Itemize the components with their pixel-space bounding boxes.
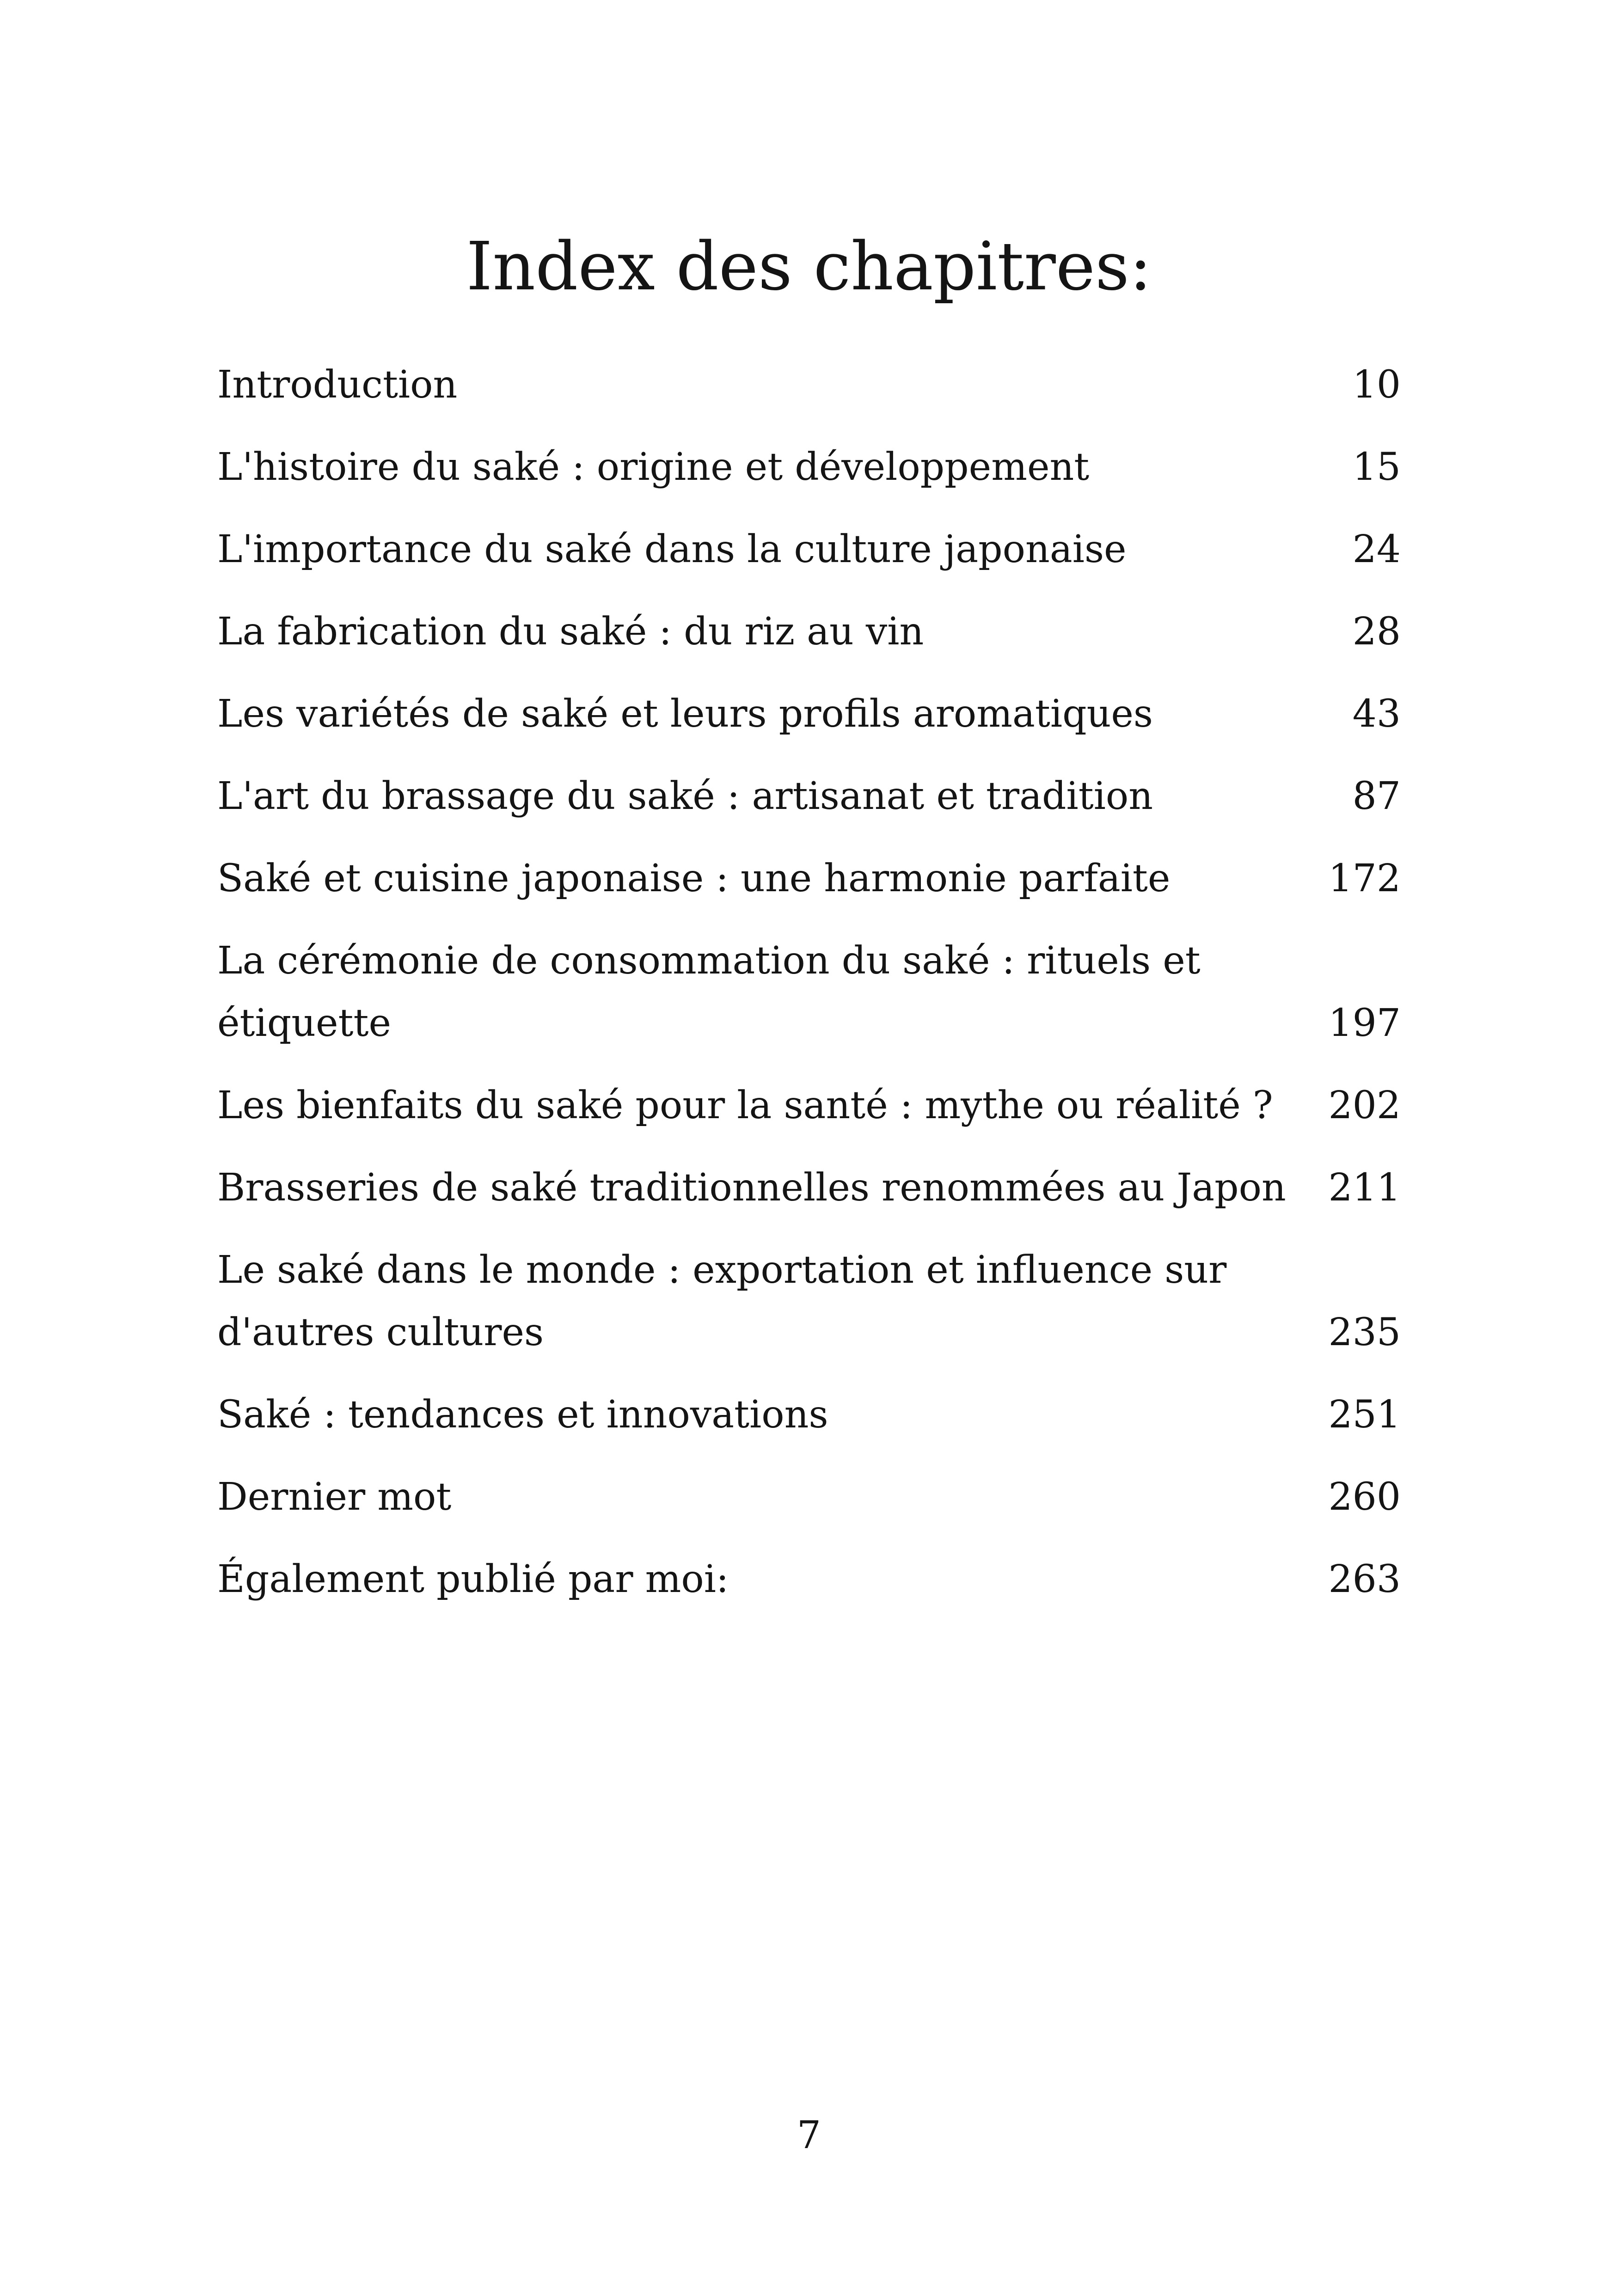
- toc-entry-title: Le saké dans le monde : exportation et influence sur d'autres cultures: [217, 1248, 1227, 1354]
- toc-entry-page: 202: [1328, 1084, 1401, 1127]
- toc-entry-brasseries[interactable]: [217, 1157, 1401, 1219]
- toc-entry-page: 28: [1352, 610, 1401, 654]
- toc-entry-page: 15: [1352, 445, 1401, 489]
- toc-entry-histoire[interactable]: [217, 436, 1401, 498]
- toc-entry-title: L'histoire du saké : origine et développement: [217, 445, 1090, 489]
- toc-entry-page: 43: [1352, 692, 1401, 736]
- toc-entry-title: Dernier mot: [217, 1475, 452, 1519]
- toc-entry-importance[interactable]: [217, 518, 1401, 581]
- toc-entry-page: 211: [1328, 1166, 1401, 1210]
- toc-entry-title: L'importance du saké dans la culture japonaise: [217, 527, 1127, 571]
- toc-entry-ceremonie[interactable]: [217, 930, 1401, 1054]
- page-title: Index des chapitres:: [466, 227, 1152, 305]
- toc-entry-page: 24: [1352, 527, 1401, 571]
- toc-entry-title: Les bienfaits du saké pour la santé : mythe ou réalité ?: [217, 1084, 1273, 1127]
- toc-entry-dernier-mot[interactable]: [217, 1466, 1401, 1528]
- toc-entry-title: Brasseries de saké traditionnelles renommées au Japon: [217, 1166, 1286, 1210]
- toc-entry-brassage[interactable]: [217, 765, 1401, 827]
- toc-entry-title: La fabrication du saké : du riz au vin: [217, 610, 924, 654]
- toc-entry-title: La cérémonie de consommation du saké : rituels et étiquette: [217, 939, 1201, 1045]
- toc-entry-title: Saké : tendances et innovations: [217, 1393, 828, 1437]
- toc-entry-tendances[interactable]: [217, 1384, 1401, 1446]
- toc-entry-title: Les variétés de saké et leurs profils aromatiques: [217, 692, 1153, 736]
- toc-entry-title: L'art du brassage du saké : artisanat et tradition: [217, 774, 1153, 818]
- toc-entry-page: 260: [1328, 1475, 1401, 1519]
- toc-entry-page: 263: [1328, 1557, 1401, 1601]
- toc-entry-page: 251: [1328, 1393, 1401, 1437]
- toc-entry-title: Également publié par moi:: [217, 1557, 729, 1601]
- toc-entry-page: 197: [1328, 1001, 1401, 1045]
- toc-entry-page: 10: [1352, 363, 1401, 407]
- toc-entry-varietes[interactable]: [217, 683, 1401, 745]
- toc-entry-page: 172: [1328, 857, 1401, 900]
- toc-entry-introduction[interactable]: [217, 354, 1401, 416]
- toc-entry-monde[interactable]: [217, 1239, 1401, 1364]
- toc-entry-page: 87: [1352, 774, 1401, 818]
- page-number: 7: [797, 2113, 821, 2157]
- toc-entry-egalement-publie[interactable]: [217, 1548, 1401, 1610]
- toc-entry-fabrication[interactable]: [217, 600, 1401, 663]
- toc-entry-page: 235: [1328, 1310, 1401, 1354]
- toc-entry-title: Saké et cuisine japonaise : une harmonie parfaite: [217, 857, 1171, 900]
- table-of-contents: [217, 354, 1401, 1630]
- toc-entry-title: Introduction: [217, 363, 458, 407]
- toc-entry-cuisine[interactable]: [217, 847, 1401, 910]
- toc-entry-bienfaits[interactable]: [217, 1074, 1401, 1137]
